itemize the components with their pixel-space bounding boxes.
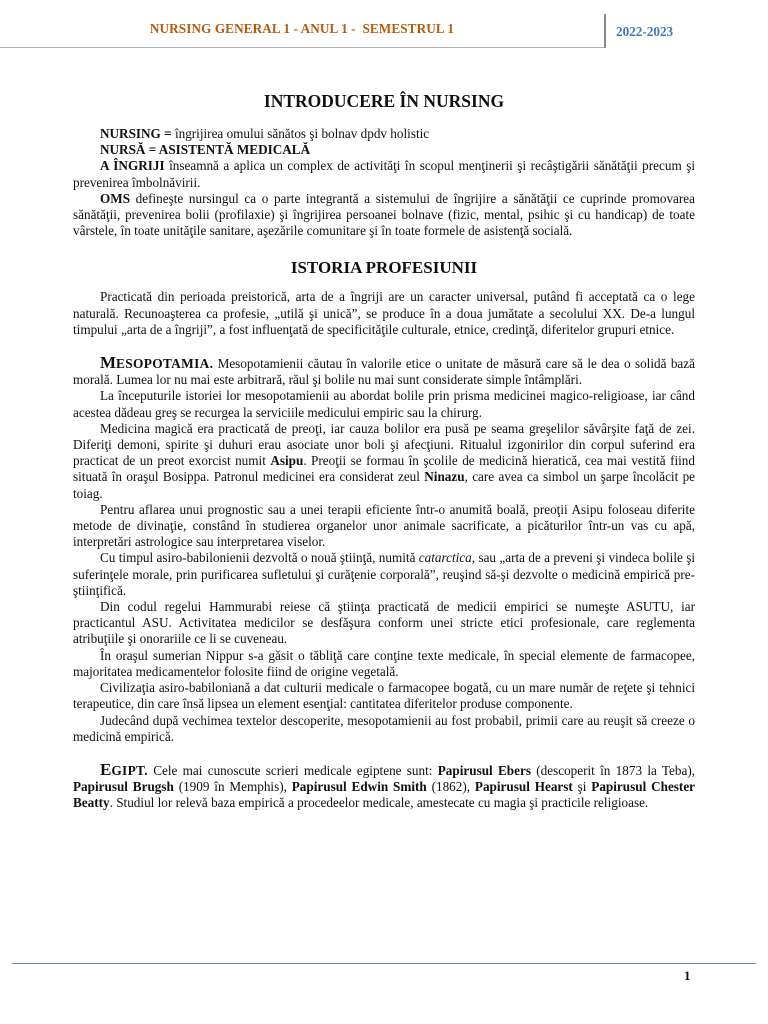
term-ninazu: Ninazu <box>424 469 465 485</box>
page-number: 1 <box>684 968 691 983</box>
definition-oms: OMS defineşte nursingul ca o parte integrantă a sistemului de îngrijire a sănătăţii ce cuprinde promovarea sănătăţii, prevenirea bolii (profilaxie) şi îngrijirea persoanei bolnave (fizic, mental, psihic şi cu handicap) de toate vârstele, în toate unităţile sanitare, aşezările comunitare şi în toate formele de asistenţă socială. <box>73 190 695 239</box>
egypt-paragraph: EGIPT. Cele mai cunoscute scrieri medicale egiptene sunt: Papirusul Ebers (descoperit în 1873 la Teba), Papirusul Brugsh (1909 în Memphis), Papirusul Edwin Smith (1862), Papirusul Hearst şi Papirusul Chester Beatty. Studiul lor relevă baza empirică a procedeelor medicale, amestecate cu magia şi practicile religioase. <box>73 759 696 811</box>
document-body <box>73 88 695 812</box>
mesopotamia-paragraph-3: Medicina magică era practicată de preoţi, iar cauza bolilor era pusă pe seama greşelilor săvârşite faţă de zei. Diferiţi demoni, spirite şi duhuri erau asociate unor boli şi afecţiuni. Ritualul izgonirilor din corpul suferind era practicat de un preot exorcist numit Asipu. Preoţii se formau în şcolile de medicină hieratică, cea mai vestită fiind situată în oraşul Bosippa. Patronul medicinei era considerat zeul Ninazu, care avea ca simbol un şarpe încolăcit pe toiag. <box>73 420 696 501</box>
mesopotamia-paragraph-1: MESOPOTAMIA. Mesopotamienii căutau în valorile etice o unitate de măsură care să le dea o solidă bază morală. Lumea lor nu mai este arbitrară, răul şi bolile nu mai sunt considerate simple întâmplări. <box>73 353 695 388</box>
definition-nursa <box>73 142 695 158</box>
page-header <box>0 0 768 52</box>
section-heading-history: ISTORIA PROFESIUNII <box>290 258 478 278</box>
term-asipu: Asipu <box>270 453 304 469</box>
header-year: 2022-2023 <box>616 24 674 39</box>
term-catarctica: catarctica <box>418 550 472 566</box>
mesopotamia-paragraph-2: La începuturile istoriei lor mesopotamienii au abordat bolile prin prisma medicinei magico-religioase, iar când acestea dădeau greş se recurgea la serviciile medicului empiric sau la chirurg. <box>73 388 695 420</box>
definition-nursing: NURSING = îngrijirea omului sănătos şi bolnav dpdv holistic <box>100 126 430 141</box>
history-intro-paragraph: Practicată din perioada preistorică, arta de a îngriji are un caracter universal, putând fi acceptată ca o lege naturală. Recunoaşterea ca profesie, „utilă şi unică”, se produce în a doua jumătate a secolului XX. De-a lungul timpului „arta de a îngriji”, a fost influenţată de specificităţile culturale, etnice, credinţă, diferitelor grupuri etnice. <box>73 289 695 337</box>
mesopotamia-paragraph-9: Judecând după vechimea textelor descoperite, mesopotamienii au fost probabil, primii care au reuşit să creeze o medicină empirică. <box>73 712 695 744</box>
term-nursing: NURSING = <box>100 126 172 141</box>
mesopotamia-paragraph-8: Civilizaţia asiro-babiloniană a dat culturii medicale o farmacopee bogată, cu un mare număr de reţete şi tehnici terapeutice, din care însă lipsea un element esenţial: cantitatea diferitelor produse componente. <box>73 680 695 712</box>
mesopotamia-paragraph-5: Cu timpul asiro-babilonienii dezvoltă o nouă ştiinţă, numită catarctica, sau „arta de a preveni şi vindeca bolile şi suferinţele morale, prin purificarea sufletului şi curăţenie corporală”, reuşind să-şi dezvolte o medicină empirică pre-ştiinţifică. <box>73 550 695 598</box>
term-oms: OMS <box>100 190 131 206</box>
term-nursa: NURSĂ = ASISTENTĂ MEDICALĂ <box>100 142 311 158</box>
term-a-ingriji: A ÎNGRIJI <box>100 158 165 174</box>
mesopotamia-initial: M <box>100 353 117 373</box>
header-divider <box>604 14 606 48</box>
egypt-initial: E <box>100 759 112 779</box>
definition-a-ingriji: A ÎNGRIJI înseamnă a aplica un complex de activităţi în scopul menţinerii şi recâştigării sănătăţii precum şi prevenirea îmbolnăvirii. <box>73 158 695 190</box>
mesopotamia-paragraph-6: Din codul regelui Hammurabi reiese că ştiinţa practicată de medicii empirici se numeşte ASUTU, iar practicantul ASU. Activitatea medicilor se desfăşura conform unei stricte etici profesionale, care reglementa atribuţiile şi onorariile ce li se cuveneau. <box>73 599 695 647</box>
footer-rule <box>12 963 756 964</box>
document-title: INTRODUCERE ÎN NURSING <box>263 91 505 111</box>
header-title: NURSING GENERAL 1 - ANUL 1 - SEMESTRUL 1 <box>149 21 455 36</box>
mesopotamia-paragraph-4: Pentru aflarea unui prognostic sau a unei terapii eficiente într-o anumită boală, preoţii Asipu foloseau diferite metode de divinaţie, constând în studierea organelor unor animale sacrificate, a picăturilor într-un vas cu apă, interpretări astrologice sau interpretarea viselor. <box>73 501 695 550</box>
egypt-heading: GIPT. <box>111 762 148 778</box>
mesopotamia-paragraph-7: În oraşul sumerian Nippur s-a găsit o tăbliţă care conţine texte medicale, în special elemente de farmacopee, majoritatea medicamentelor folosite fiind de origine vegetală. <box>73 647 695 679</box>
mesopotamia-heading: ESOPOTAMIA. <box>116 356 214 372</box>
header-rule <box>0 47 604 48</box>
